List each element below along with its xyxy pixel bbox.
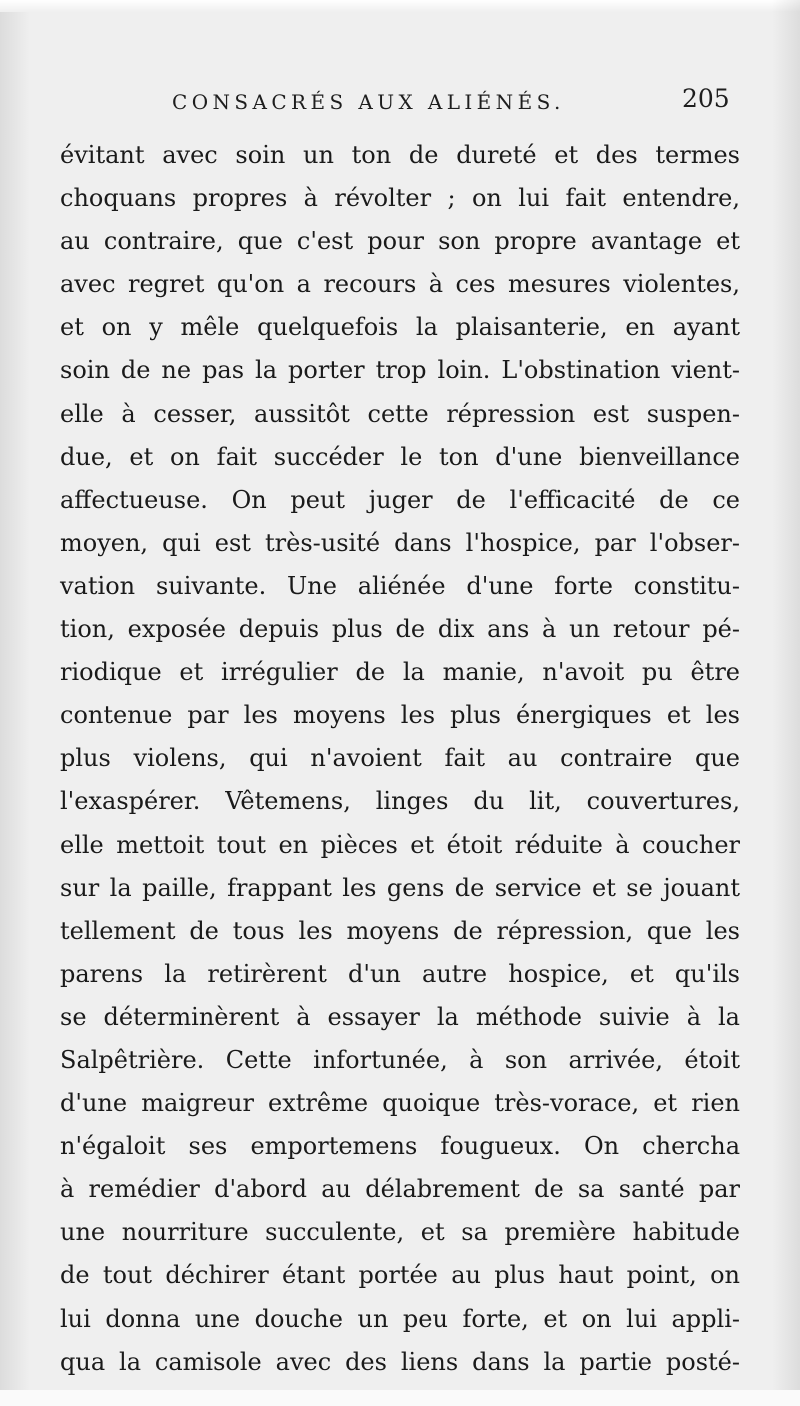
text-line: avec regret qu'on a recours à ces mesures violentes, bbox=[60, 270, 740, 299]
text-line: choquans propres à révolter ; on lui fait entendre, bbox=[60, 184, 740, 213]
text-line: sur la paille, frappant les gens de service et se jouant bbox=[60, 873, 740, 902]
text-line: l'exaspérer. Vêtemens, linges du lit, couvertures, bbox=[60, 787, 740, 816]
text-line: au contraire, que c'est pour son propre avantage et bbox=[60, 227, 740, 256]
text-line: due, et on fait succéder le ton d'une bienveillance bbox=[60, 442, 740, 471]
text-line: plus violens, qui n'avoient fait au contraire que bbox=[60, 744, 740, 773]
text-line: elle mettoit tout en pièces et étoit réduite à coucher bbox=[60, 830, 740, 859]
text-line: de tout déchirer étant portée au plus haut point, on bbox=[60, 1261, 740, 1290]
body-text bbox=[60, 134, 740, 1384]
page-right-shadow bbox=[772, 0, 800, 1406]
running-title: CONSACRÉS AUX ALIÉNÉS. bbox=[172, 90, 565, 114]
text-line: Salpêtrière. Cette infortunée, à son arrivée, étoit bbox=[60, 1045, 740, 1074]
text-line: contenue par les moyens les plus énergiques et les bbox=[60, 701, 740, 730]
text-line: moyen, qui est très-usité dans l'hospice, par l'obser- bbox=[60, 528, 740, 557]
text-line: évitant avec soin un ton de dureté et des termes bbox=[60, 141, 740, 169]
text-line: vation suivante. Une aliénée d'une forte constitu- bbox=[60, 571, 740, 600]
text-line: se déterminèrent à essayer la méthode suivie à la bbox=[60, 1002, 740, 1031]
text-line: riodique et irrégulier de la manie, n'avoit pu être bbox=[60, 658, 740, 687]
text-line: qua la camisole avec des liens dans la partie posté- bbox=[60, 1347, 740, 1376]
page-top-edge bbox=[0, 0, 800, 12]
text-line: et on y mêle quelquefois la plaisanterie, en ayant bbox=[60, 313, 740, 342]
text-line: affectueuse. On peut juger de l'efficacité de ce bbox=[60, 485, 740, 514]
page-gutter-shadow bbox=[0, 0, 30, 1406]
text-line: parens la retirèrent d'un autre hospice, et qu'ils bbox=[60, 959, 740, 988]
text-line: tellement de tous les moyens de répression, que les bbox=[60, 916, 740, 945]
page-header bbox=[0, 84, 800, 124]
text-line: tion, exposée depuis plus de dix ans à un retour pé- bbox=[60, 615, 740, 644]
text-line: une nourriture succulente, et sa première habitude bbox=[60, 1218, 740, 1247]
text-line: soin de ne pas la porter trop loin. L'obstination vient- bbox=[60, 356, 740, 385]
text-line: lui donna une douche un peu forte, et on lui appli- bbox=[60, 1304, 740, 1333]
text-line: elle à cesser, aussitôt cette répression est suspen- bbox=[60, 399, 740, 428]
text-line: n'égaloit ses emportemens fougueux. On chercha bbox=[60, 1132, 740, 1161]
text-line: à remédier d'abord au délabrement de sa santé par bbox=[60, 1175, 740, 1204]
text-line: d'une maigreur extrême quoique très-vorace, et rien bbox=[60, 1089, 740, 1118]
page-number: 205 bbox=[682, 84, 730, 113]
page-bottom-edge bbox=[0, 1390, 800, 1406]
